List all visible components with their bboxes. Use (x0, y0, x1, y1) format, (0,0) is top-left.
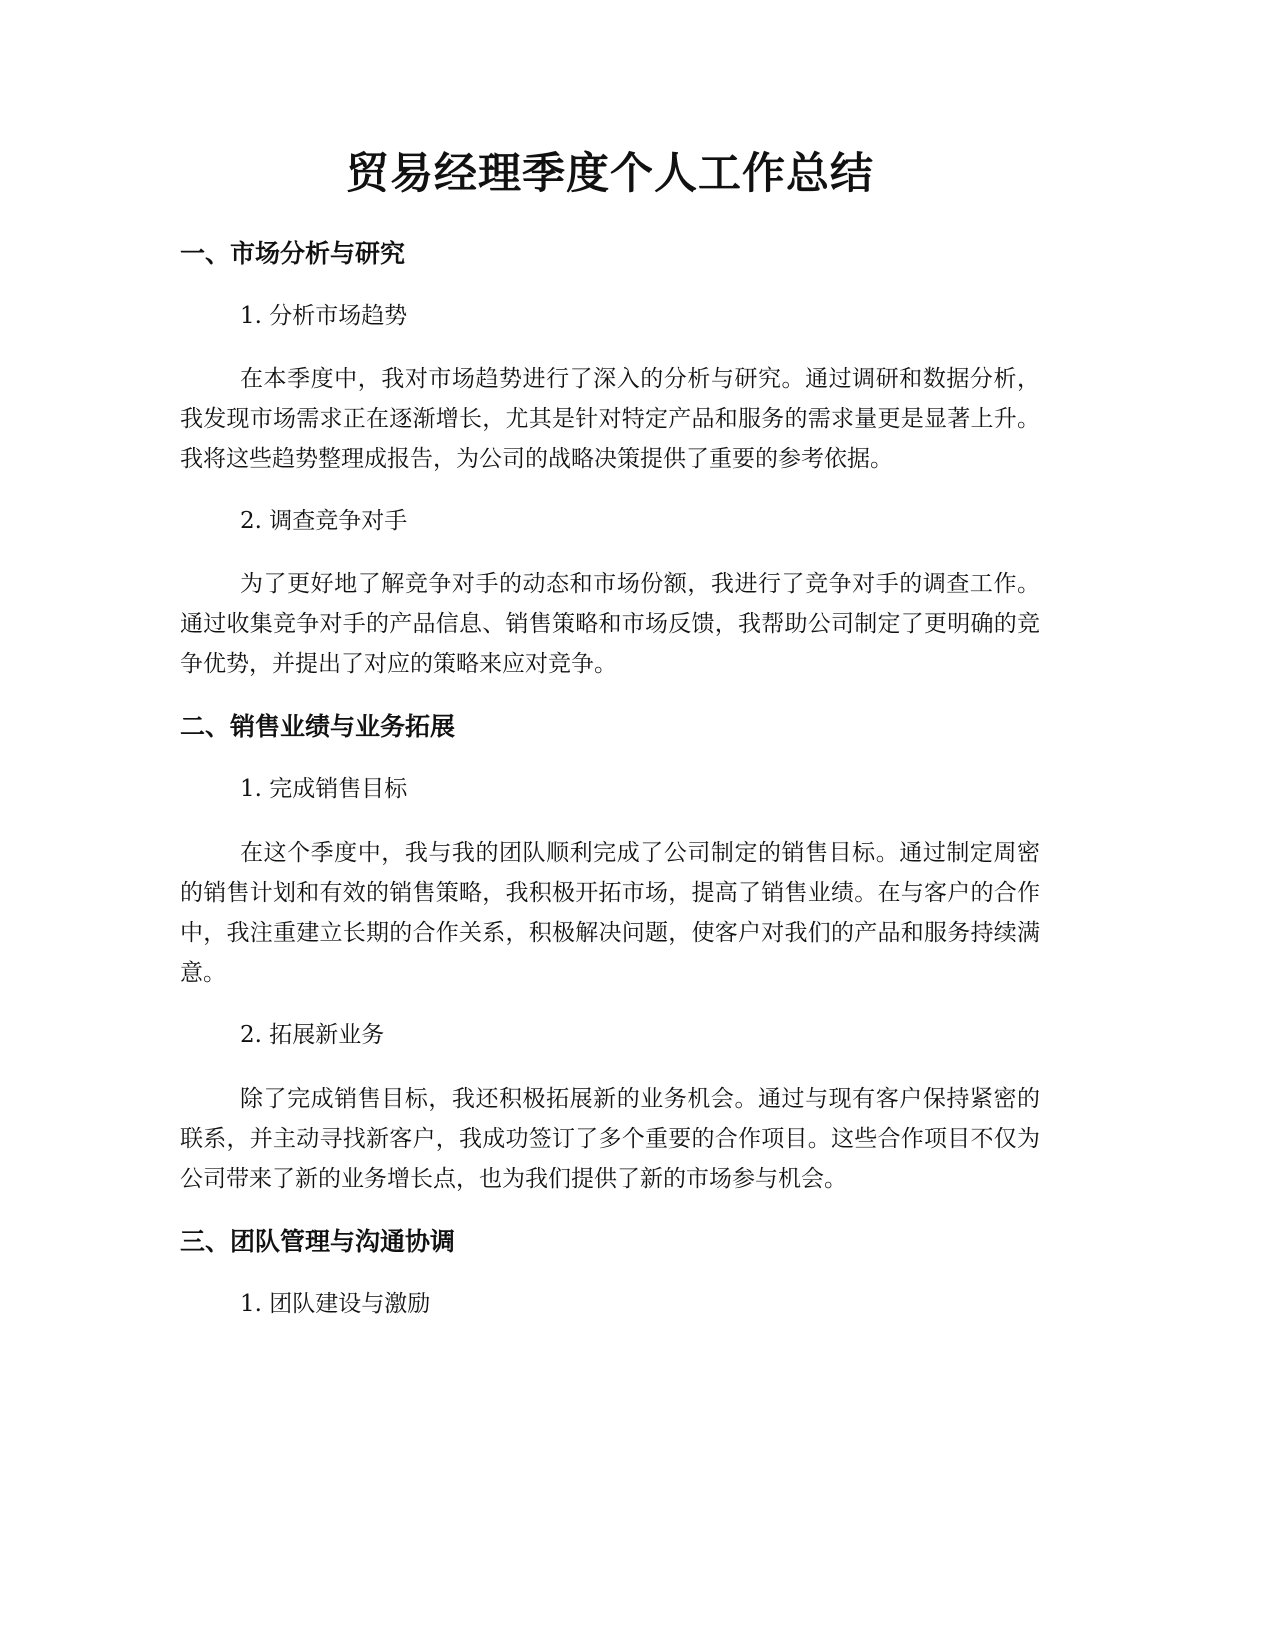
document-title: 贸易经理季度个人工作总结 (346, 149, 874, 199)
section-heading-sales-performance: 二、销售业绩与业务拓展 (180, 712, 456, 741)
subheading-team-building: 1. 团队建设与激励 (240, 1291, 431, 1317)
section-heading-team-management: 三、团队管理与沟通协调 (180, 1227, 456, 1256)
section-heading-market-analysis: 一、市场分析与研究 (180, 239, 406, 268)
paragraph-competitor-research: 为了更好地了解竞争对手的动态和市场份额，我进行了竞争对手的调查工作。通过收集竞争对手的产品信息、销售策略和市场反馈，我帮助公司制定了更明确的竞争优势，并提出了对应的策略来应对竞争。 (180, 571, 1040, 677)
subheading-sales-targets: 1. 完成销售目标 (240, 776, 408, 802)
paragraph-market-trends: 在本季度中，我对市场趋势进行了深入的分析与研究。通过调研和数据分析，我发现市场需求正在逐渐增长，尤其是针对特定产品和服务的需求量更是显著上升。我将这些趋势整理成报告，为公司的战略决策提供了重要的参考依据。 (180, 366, 1040, 472)
subheading-competitor-research: 2. 调查竞争对手 (240, 508, 408, 534)
paragraph-sales-targets: 在这个季度中，我与我的团队顺利完成了公司制定的销售目标。通过制定周密的销售计划和有效的销售策略，我积极开拓市场，提高了销售业绩。在与客户的合作中，我注重建立长期的合作关系，积极解决问题，使客户对我们的产品和服务持续满意。 (180, 840, 1040, 986)
subheading-new-business: 2. 拓展新业务 (240, 1022, 385, 1048)
paragraph-new-business: 除了完成销售目标，我还积极拓展新的业务机会。通过与现有客户保持紧密的联系，并主动寻找新客户，我成功签订了多个重要的合作项目。这些合作项目不仅为公司带来了新的业务增长点，也为我们提供了新的市场参与机会。 (180, 1086, 1040, 1192)
subheading-market-trends: 1. 分析市场趋势 (240, 303, 408, 329)
